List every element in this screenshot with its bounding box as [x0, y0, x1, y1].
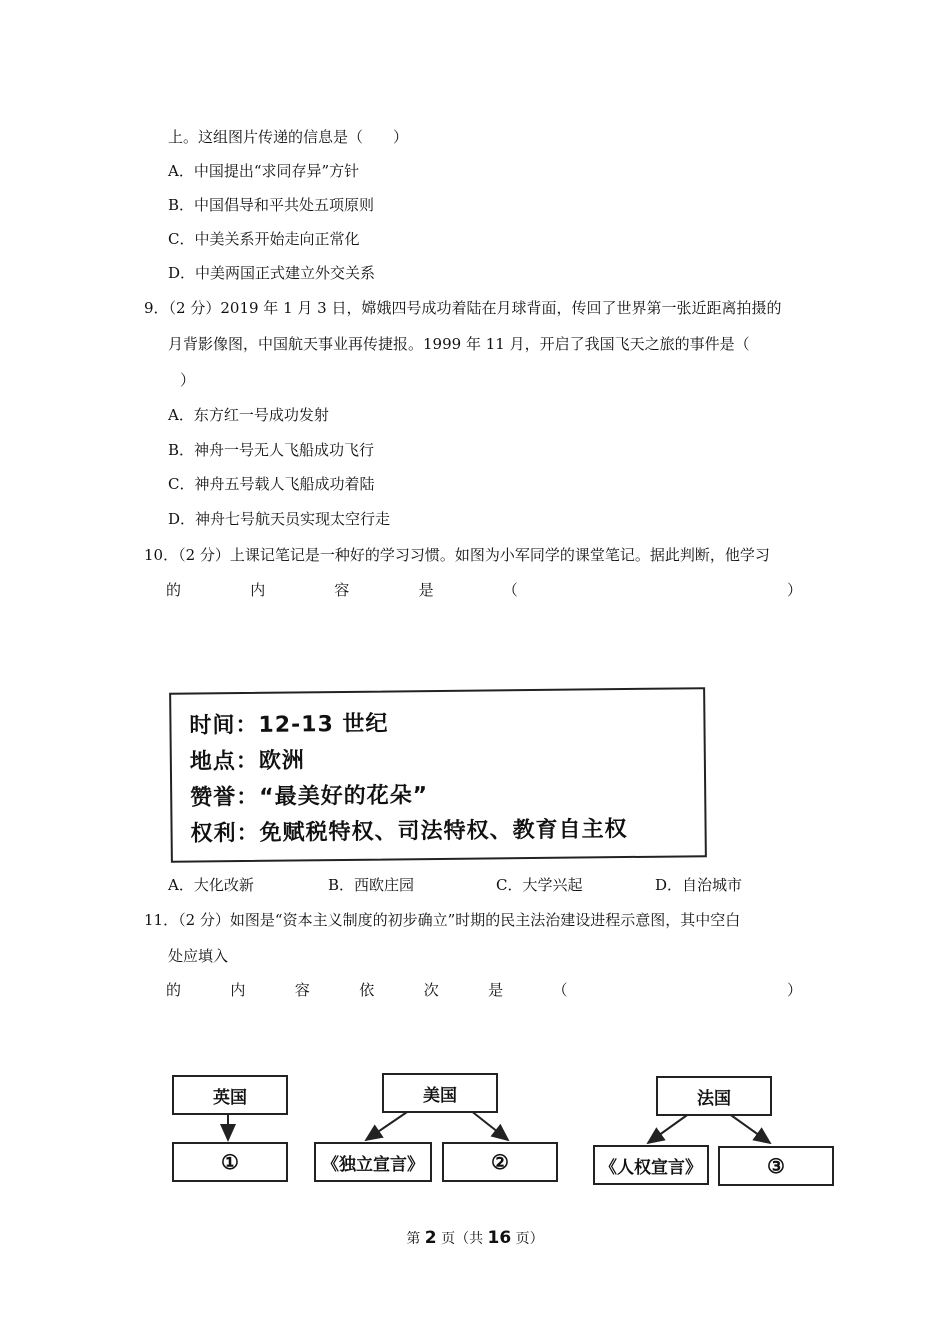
note-time: 时间：12-13 世纪 [189, 711, 389, 739]
declaration-of-independence-box: 《独立宣言》 [314, 1142, 432, 1182]
france-box: 法国 [656, 1076, 772, 1116]
q10-option-a: A．大化改新 [168, 876, 254, 894]
q8-option-b: B．中国倡导和平共处五项原则 [168, 196, 375, 214]
uk-box: 英国 [172, 1075, 288, 1115]
q8-option-d: D．中美两国正式建立外交关系 [168, 264, 376, 282]
note-rights: 权利：免赋税特权、司法特权、教育自主权 [190, 817, 628, 847]
q10-word: 内 [250, 581, 266, 599]
us-box: 美国 [382, 1073, 498, 1113]
q11-word: 是 [488, 981, 504, 999]
q9-stem-line2: 月背影像图，中国航天事业再传捷报。1999 年 11 月，开启了我国飞天之旅的事件是（ [168, 335, 750, 353]
footer-total-pages: 16 [487, 1228, 512, 1248]
q8-option-a: A．中国提出“求同存异”方针 [168, 162, 360, 180]
note-praise: 赞誉：“最美好的花朵” [190, 783, 429, 811]
q10-word: 的 [166, 581, 182, 599]
q9-option-c: C．神舟五号载人飞船成功着陆 [168, 475, 375, 493]
q8-stem-end: 上。这组图片传递的信息是（ ） [168, 128, 409, 146]
q8-option-c: C．中美关系开始走向正常化 [168, 230, 360, 248]
footer-prefix: 第 [406, 1231, 425, 1247]
page-footer [0, 1228, 950, 1248]
q11-word: 的 [166, 981, 182, 999]
q11-stem-line2: 处应填入 [168, 947, 229, 965]
blank-3-box: ③ [718, 1146, 834, 1186]
note-place: 地点：欧洲 [189, 748, 305, 775]
q10-option-b: B．西欧庄园 [328, 876, 415, 894]
q11-word: ） [786, 981, 802, 999]
q11-word: 内 [230, 981, 246, 999]
q10-word: （ [502, 581, 518, 599]
footer-suffix: 页） [511, 1231, 544, 1247]
q10-stem-line1: 10．（2 分）上课记笔记是一种好的学习习惯。如图为小军同学的课堂笔记。据此判断，他学习 [144, 546, 770, 564]
declaration-of-rights-box: 《人权宣言》 [593, 1145, 709, 1185]
blank-1-box: ① [172, 1142, 288, 1182]
q11-stem-line1: 11．（2 分）如图是“资本主义制度的初步确立”时期的民主法治建设进程示意图，其中空白 [144, 911, 741, 929]
q10-word: 是 [418, 581, 434, 599]
q9-option-b: B．神舟一号无人飞船成功飞行 [168, 441, 375, 459]
q10-option-c: C．大学兴起 [496, 876, 583, 894]
q9-option-a: A．东方红一号成功发射 [168, 406, 329, 424]
q10-option-d: D．自治城市 [655, 876, 743, 894]
q9-option-d: D．神舟七号航天员实现太空行走 [168, 510, 391, 528]
footer-page-number: 2 [424, 1228, 437, 1248]
footer-middle: 页（共 [436, 1231, 488, 1247]
q9-stem-line3: ） [180, 371, 196, 389]
blank-2-box: ② [442, 1142, 558, 1182]
q11-word: 容 [294, 981, 310, 999]
q11-word: （ [552, 981, 568, 999]
q11-word: 依 [359, 981, 375, 999]
q9-stem-line1: 9．（2 分）2019 年 1 月 3 日，嫦娥四号成功着陆在月球背面，传回了世界第一张近距离拍摄的 [144, 299, 782, 317]
q10-word: ） [786, 581, 802, 599]
q10-word: 容 [334, 581, 350, 599]
q11-word: 次 [423, 981, 439, 999]
